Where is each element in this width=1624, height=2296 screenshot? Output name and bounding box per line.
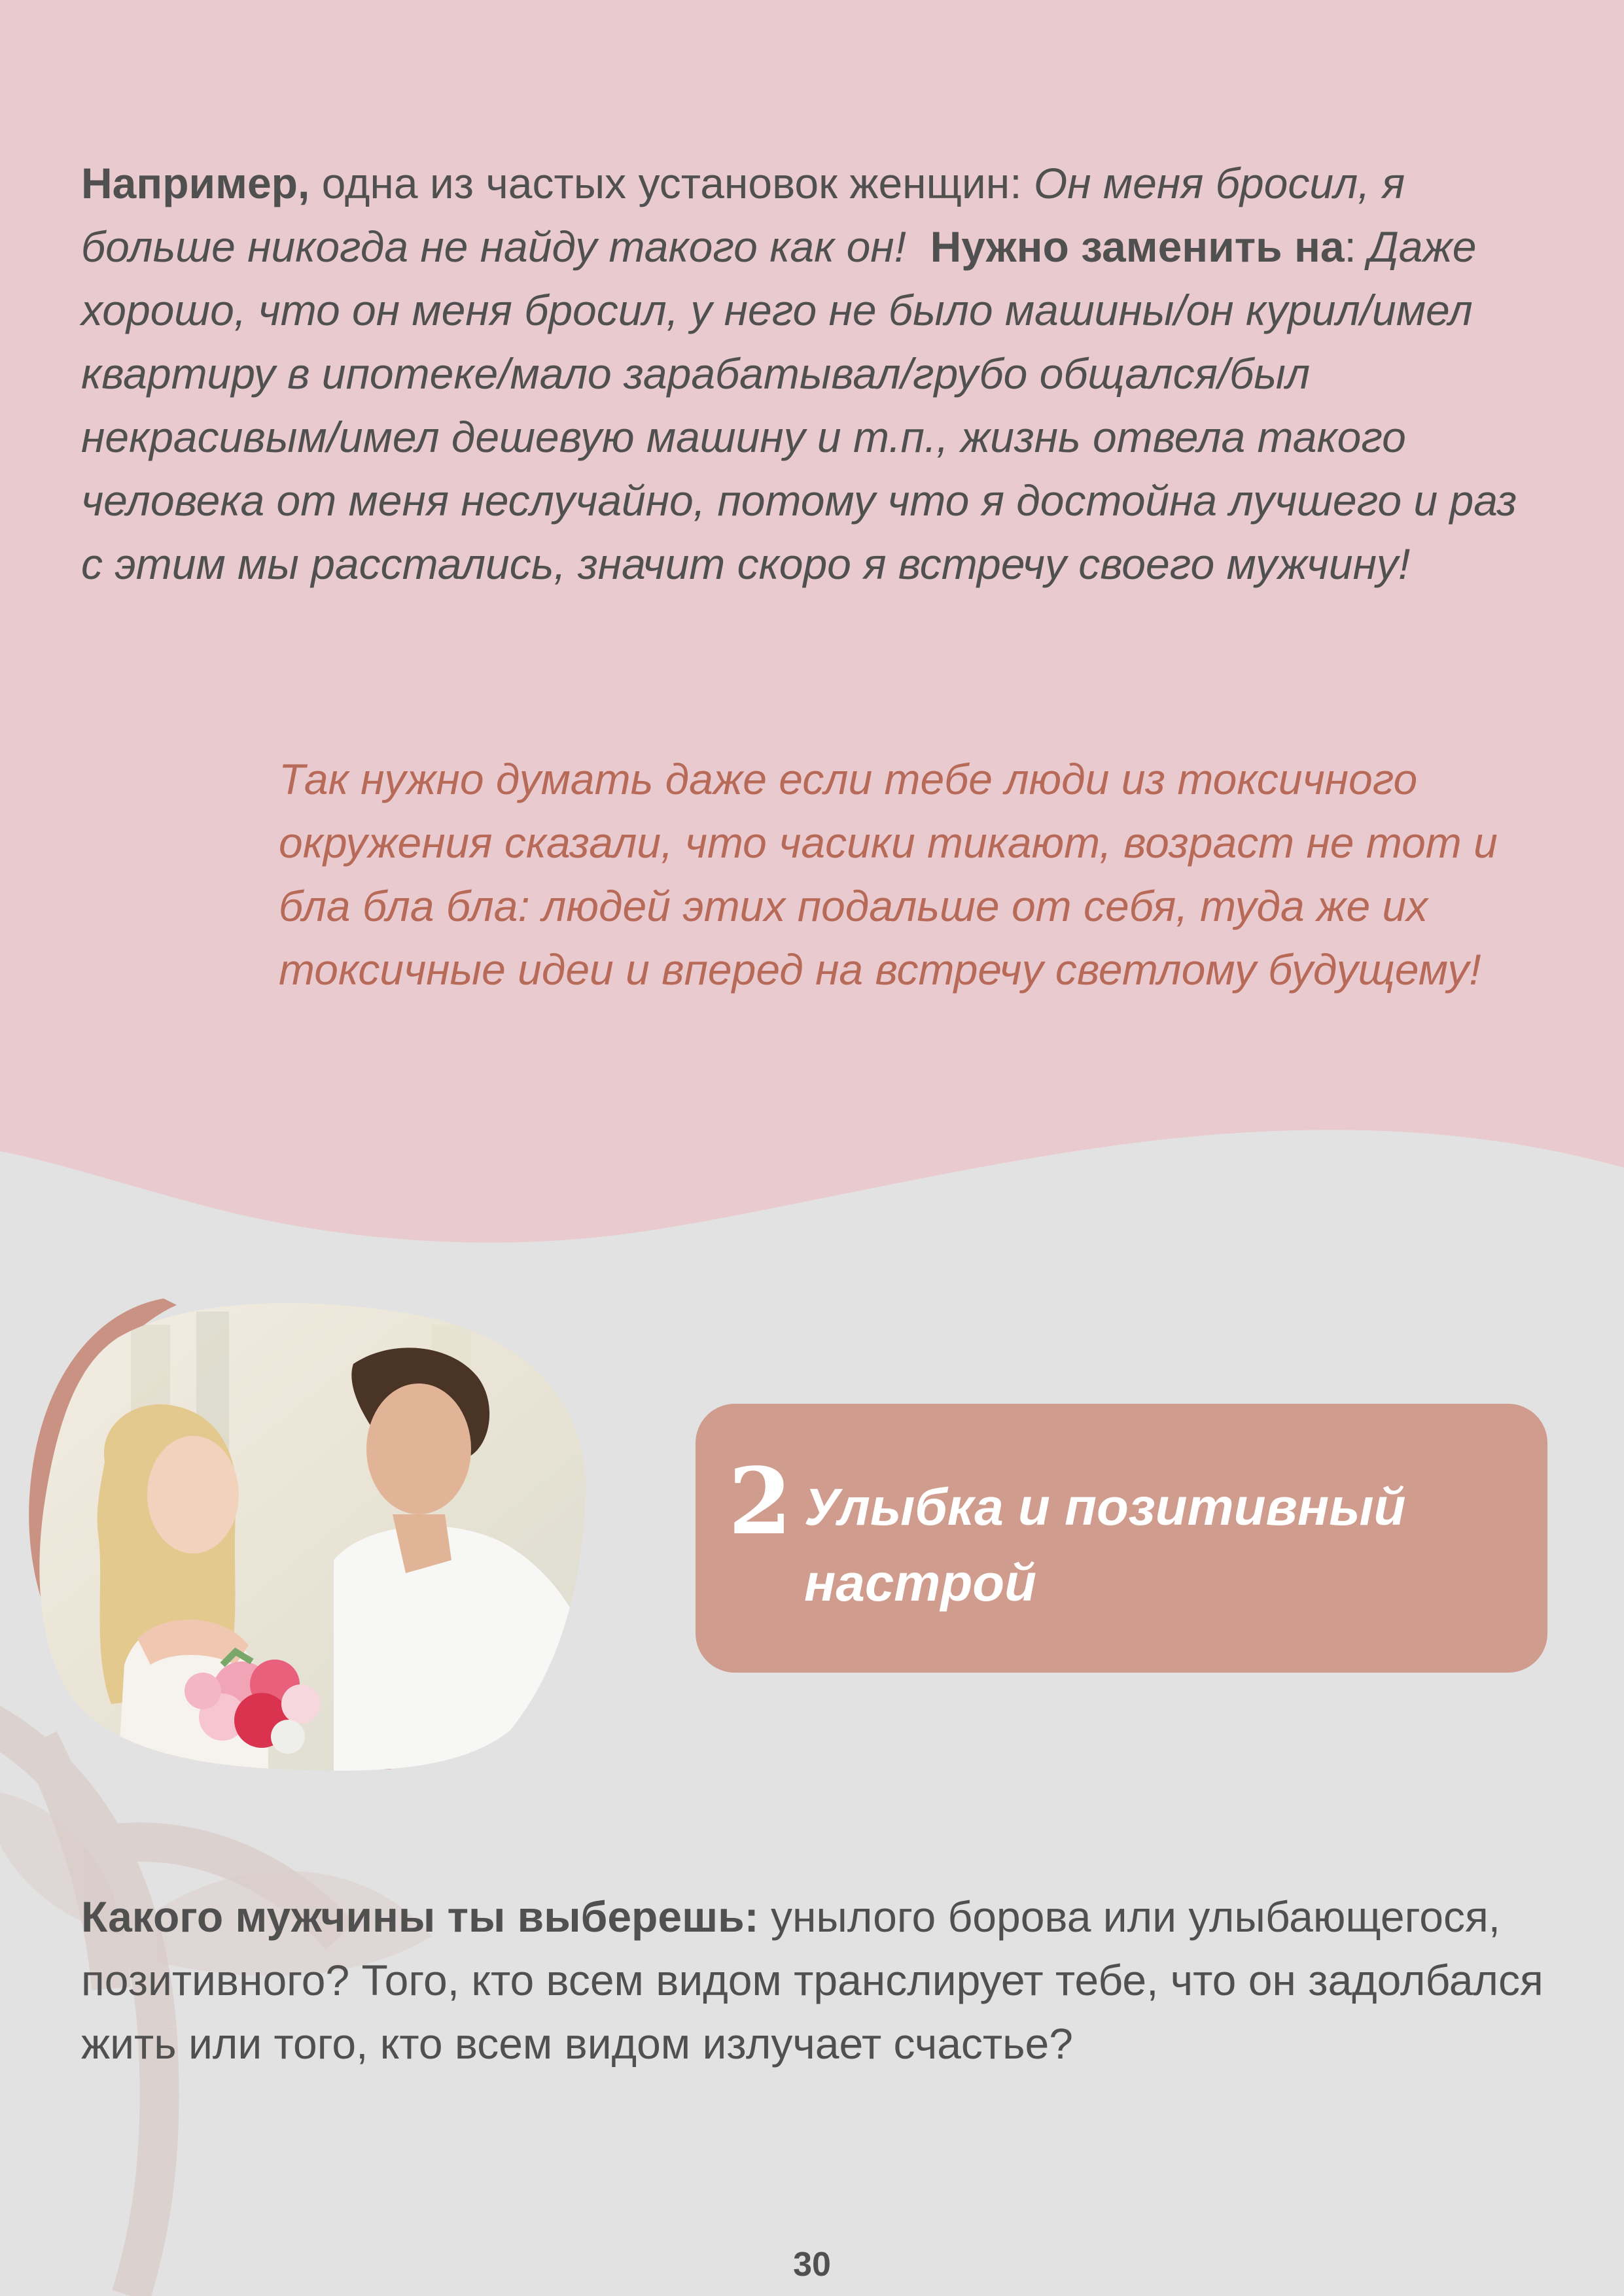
intro-replace-label: Нужно заменить на	[930, 222, 1345, 271]
intro-lead-text: одна из частых установок женщин:	[309, 159, 1034, 207]
closing-text: унылого борова или улыбающегося, позитивного? Того, кто всем видом транслирует тебе, что он задолбался жить или того, кто всем видом излучает счастье?	[81, 1892, 1544, 2068]
section-title	[804, 1469, 1524, 1621]
highlight-quote: Так нужно думать даже если тебе люди из токсичного окружения сказали, что часики тикают, возраст не тот и бла бла бла: людей этих подальше от себя, туда же их токсичные идеи и вперед на встречу светлому будущему!	[279, 755, 1498, 994]
closing-paragraph	[81, 1885, 1547, 2076]
page-number: 30	[793, 2246, 831, 2284]
intro-lead-bold: Например,	[81, 159, 310, 207]
section-number: 2	[728, 1448, 792, 1556]
intro-replacement: Даже хорошо, что он меня бросил, у него не было машины/он курил/имел квартиру в ипотеке/мало зарабатывал/грубо общался/был некрасивым/имел дешевую машину и т.п., жизнь отвела такого человека от меня неслучайно, потому что я достойна лучшего и раз с этим мы расстались, значит скоро я встречу своего мужчину!	[81, 222, 1517, 588]
couple-photo	[26, 1298, 602, 1776]
intro-paragraph	[81, 152, 1547, 596]
section-title-line2: настрой	[804, 1554, 1037, 1612]
section-heading-box	[696, 1404, 1547, 1673]
intro-belief: Он меня бросил, я больше никогда не найду такого как он!	[81, 159, 1405, 271]
section-title-line1: Улыбка и позитивный	[804, 1478, 1406, 1536]
closing-question-bold: Какого мужчины ты выберешь:	[81, 1892, 759, 1941]
intro-replace-colon: :	[1344, 222, 1356, 271]
